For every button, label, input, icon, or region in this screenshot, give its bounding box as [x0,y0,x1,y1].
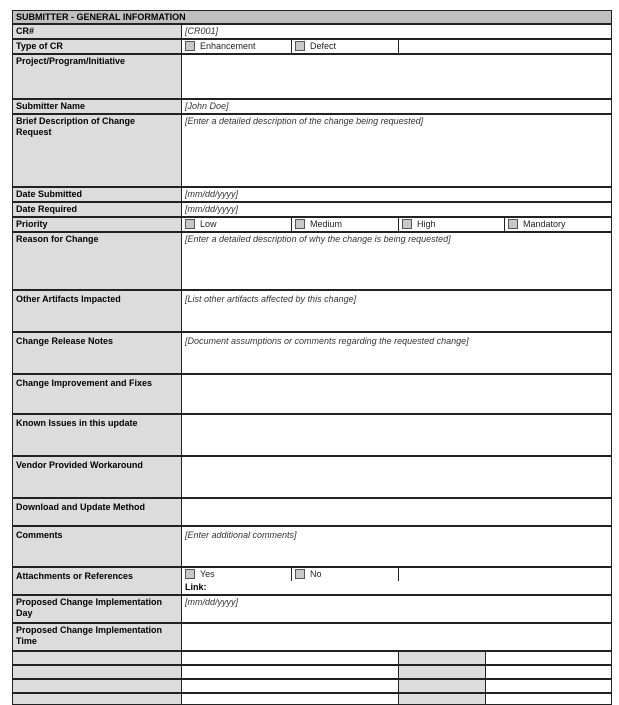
download-method-label: Download and Update Method [12,498,182,526]
date-required-label: Date Required [12,202,182,217]
attachments-link-field[interactable] [181,581,612,595]
known-issues-row [12,414,612,456]
comments-field[interactable]: [Enter additional comments] [181,526,612,567]
empty-cell[interactable] [485,665,612,679]
empty-grid-row [12,679,612,693]
enhancement-option[interactable] [181,39,292,54]
type-of-cr-row [12,39,612,54]
impl-time-label: Proposed Change Implementation Time [12,623,182,651]
checkbox-icon[interactable] [508,219,518,229]
vendor-workaround-row [12,456,612,498]
priority-medium-label: Medium [310,219,343,229]
empty-cell [398,693,486,705]
cr-row [12,24,612,39]
priority-mandatory-label: Mandatory [523,219,566,229]
impl-day-label: Proposed Change Implementation Day [12,595,182,623]
priority-medium-option[interactable] [291,217,399,232]
priority-mandatory-option[interactable] [504,217,612,232]
release-notes-field[interactable]: [Document assumptions or comments regarding the requested change] [181,332,612,374]
empty-cell [12,693,182,705]
empty-cell[interactable] [181,665,399,679]
empty-cell [398,651,486,665]
enhancement-label: Enhancement [200,41,256,51]
empty-cell [12,651,182,665]
type-of-cr-label: Type of CR [12,39,182,54]
defect-label: Defect [310,41,337,51]
empty-cell [12,679,182,693]
reason-label: Reason for Change [12,232,182,290]
other-artifacts-field[interactable]: [List other artifacts affected by this change] [181,290,612,332]
vendor-workaround-field[interactable] [181,456,612,498]
vendor-workaround-label: Vendor Provided Workaround [12,456,182,498]
checkbox-icon[interactable] [185,41,195,51]
empty-cell [398,39,612,54]
checkbox-icon[interactable] [295,219,305,229]
attachments-row [12,567,612,595]
priority-low-label: Low [200,219,217,229]
attachments-no-label: No [310,569,322,579]
known-issues-field[interactable] [181,414,612,456]
empty-cell[interactable] [485,693,612,705]
release-notes-row [12,332,612,374]
section-title: SUBMITTER - GENERAL INFORMATION [12,10,612,24]
defect-option[interactable] [291,39,399,54]
checkbox-icon[interactable] [295,41,305,51]
cr-field[interactable]: [CR001] [181,24,612,39]
empty-grid-row [12,693,612,705]
download-method-field[interactable] [181,498,612,526]
priority-label: Priority [12,217,182,232]
checkbox-icon[interactable] [185,219,195,229]
date-required-field[interactable]: [mm/dd/yyyy] [181,202,612,217]
attachments-yes-option[interactable] [181,567,292,582]
empty-cell[interactable] [181,651,399,665]
comments-label: Comments [12,526,182,567]
empty-cell[interactable] [181,693,399,705]
project-label: Project/Program/Initiative [12,54,182,99]
priority-high-option[interactable] [398,217,505,232]
impl-time-row [12,623,612,651]
submitter-name-row [12,99,612,114]
known-issues-label: Known Issues in this update [12,414,182,456]
download-method-row [12,498,612,526]
reason-field[interactable]: [Enter a detailed description of why the change is being requested] [181,232,612,290]
priority-row [12,217,612,232]
empty-cell[interactable] [181,679,399,693]
brief-description-label: Brief Description of Change Request [12,114,182,187]
other-artifacts-label: Other Artifacts Impacted [12,290,182,332]
impl-day-row [12,595,612,623]
priority-high-label: High [417,219,436,229]
project-row [12,54,612,99]
project-field[interactable] [181,54,612,99]
section-header-row [12,10,612,24]
date-required-row [12,202,612,217]
empty-cell[interactable] [485,679,612,693]
empty-cell [398,665,486,679]
attachments-no-option[interactable] [291,567,399,582]
cr-label: CR# [12,24,182,39]
impl-time-field[interactable] [181,623,612,651]
submitter-name-field[interactable]: [John Doe] [181,99,612,114]
impl-day-field[interactable]: [mm/dd/yyyy] [181,595,612,623]
submitter-name-label: Submitter Name [12,99,182,114]
other-artifacts-row [12,290,612,332]
checkbox-icon[interactable] [185,569,195,579]
priority-low-option[interactable] [181,217,292,232]
checkbox-icon[interactable] [295,569,305,579]
brief-description-row [12,114,612,187]
improvements-field[interactable] [181,374,612,414]
empty-cell [398,567,612,582]
attachments-label: Attachments or References [12,567,182,595]
improvements-row [12,374,612,414]
date-submitted-row [12,187,612,202]
reason-row [12,232,612,290]
checkbox-icon[interactable] [402,219,412,229]
release-notes-label: Change Release Notes [12,332,182,374]
date-submitted-field[interactable]: [mm/dd/yyyy] [181,187,612,202]
link-label: Link: [185,582,207,592]
date-submitted-label: Date Submitted [12,187,182,202]
empty-cell[interactable] [485,651,612,665]
comments-row [12,526,612,567]
improvements-label: Change Improvement and Fixes [12,374,182,414]
empty-grid-row [12,665,612,679]
empty-cell [398,679,486,693]
attachments-yes-label: Yes [200,569,215,579]
empty-cell [12,665,182,679]
empty-grid-row [12,651,612,665]
brief-description-field[interactable]: [Enter a detailed description of the change being requested] [181,114,612,187]
